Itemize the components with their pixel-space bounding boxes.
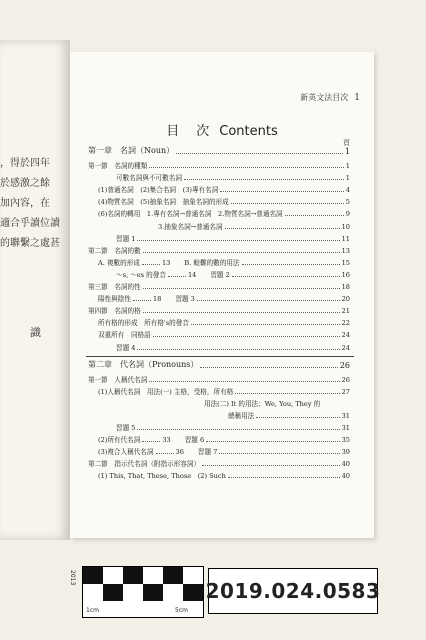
ruler-side-label: 2013 [69, 570, 76, 586]
toc-entry-label: B. 較難的數的用法 [184, 258, 240, 267]
toc-entry-label: 陽性與陰性 [98, 295, 131, 304]
dot-leader [168, 276, 186, 277]
toc-entry-page: 14 [187, 270, 197, 279]
toc-entry-page: 31 [341, 424, 350, 432]
toc-entry-page: 40 [341, 460, 350, 469]
toc-entry-page: 1 [344, 147, 350, 156]
toc-entry-label: 双重所有 同格語 [98, 331, 151, 340]
toc-entry-page: 31 [341, 411, 350, 420]
dot-leader [143, 252, 340, 253]
toc-row[interactable] [88, 421, 350, 432]
toc-row[interactable] [88, 256, 350, 267]
toc-row[interactable] [88, 409, 350, 420]
dot-leader [149, 381, 339, 382]
toc-entry-page: 39 [341, 448, 350, 457]
dot-leader [206, 441, 339, 442]
toc-entry-label: (4)物質名詞 (5)抽象名詞 抽象名詞的形成 [98, 198, 229, 207]
toc-entry-label: 3.抽象名詞→普通名詞 [158, 222, 223, 231]
ruler-right-label: 5cm [175, 607, 188, 614]
dot-leader [149, 167, 343, 168]
toc-row[interactable] [88, 469, 350, 480]
toc-row[interactable] [88, 433, 350, 444]
title-zh: 目 次 [166, 124, 212, 139]
toc-entry-page: 18 [341, 283, 350, 291]
toc-entry-label: 第四節 名詞的格 [88, 307, 141, 316]
toc-entry-label: 第一節 名詞的種類 [88, 162, 148, 170]
left-page-text-line: 於感激之餘 [0, 178, 50, 189]
toc-row[interactable] [88, 183, 350, 194]
toc-row[interactable] [88, 457, 350, 468]
toc-row[interactable] [88, 232, 350, 243]
ruler-square [163, 567, 183, 584]
toc-entry-page: 13 [161, 258, 171, 267]
dot-leader [137, 240, 339, 241]
title-en: Contents [219, 124, 278, 139]
toc-entry-label: 第一章 名詞（Noun） [88, 146, 175, 155]
toc-entry-label: 習題 7 [197, 448, 218, 457]
toc-entry-page: 16 [341, 270, 350, 279]
toc-entry-page: 20 [341, 295, 350, 304]
toc-entry-page: 5 [345, 198, 350, 207]
toc-entry-label: 用法(二) It 的用法；We, You, They 的 [204, 399, 321, 408]
toc-row[interactable] [88, 268, 350, 279]
toc-entry-page: 11 [341, 234, 350, 243]
ruler-square [83, 567, 103, 584]
toc-entry-label: 可數名詞與不可數名詞 [116, 174, 182, 183]
dot-leader [219, 453, 339, 454]
dot-leader [242, 264, 340, 265]
dot-leader [200, 367, 337, 368]
toc-entry-label: 第一節 人稱代名詞 [88, 375, 148, 384]
toc-row[interactable] [88, 159, 350, 170]
toc-entry-page: 13 [341, 246, 350, 255]
toc-row[interactable] [88, 397, 350, 408]
toc-entry-page: 33 [162, 436, 171, 445]
left-facing-page [0, 40, 70, 540]
contents-page [70, 52, 374, 538]
toc-entry-label: A. 複數的形成 [98, 258, 140, 267]
toc-entry-label: 習題 4 [116, 343, 136, 352]
toc-entry-label: (1) This, That, These, Those (2) Such [98, 472, 226, 481]
toc-entry-label: 第二節 名詞的數 [88, 246, 141, 255]
toc-row[interactable] [88, 445, 350, 456]
running-header [300, 92, 360, 103]
ruler-square [103, 584, 123, 601]
header-page-number: 1 [354, 93, 360, 103]
dot-leader [137, 429, 339, 430]
chapter-divider [86, 356, 354, 357]
toc-entry-label: 習題 1 [116, 234, 136, 243]
toc-row[interactable] [88, 341, 350, 352]
toc-entry-label: 第三節 名詞的性 [88, 283, 141, 291]
toc-entry-page: 26 [339, 360, 350, 370]
toc-entry-page: 9 [345, 210, 350, 219]
accession-number-label: 2019.024.0583 [208, 568, 378, 614]
toc-entry-page: 1 [345, 162, 350, 170]
toc-row[interactable] [88, 220, 350, 231]
left-page-text-line: 加內容，在 [0, 198, 50, 209]
toc-entry-page: 35 [341, 436, 350, 445]
toc-row[interactable] [88, 244, 350, 255]
dot-leader [133, 300, 151, 301]
dot-leader [142, 441, 160, 442]
toc-entry-label: 第二章 代名詞（Pronouns） [88, 359, 199, 369]
toc-entry-label: (2)所有代名詞 [98, 436, 141, 445]
toc-entry-label: 習題 3 [175, 295, 195, 304]
left-page-mark: 識 [30, 326, 41, 339]
ruler-square [143, 584, 163, 601]
left-page-text-line: 適合乎讀位讀 [0, 218, 60, 229]
toc-entry-label: (3)複合人稱代名詞 [98, 448, 154, 457]
toc-entry-page: 21 [341, 307, 350, 316]
dot-leader [143, 312, 340, 313]
dot-leader [184, 179, 344, 180]
toc-entry-page: 18 [152, 295, 162, 304]
toc-entry-page: 36 [175, 448, 184, 457]
toc-entry-label: (6)名詞的轉用 1.專有名詞→普通名詞 2.物質名詞→普通名詞 [98, 210, 283, 219]
dot-leader [225, 228, 340, 229]
left-page-text-line: 的聯繫之處甚 [0, 238, 60, 249]
dot-leader [285, 215, 344, 216]
dot-leader [220, 191, 343, 192]
toc-chapter-row[interactable] [88, 359, 350, 370]
ruler-left-label: 1cm [86, 607, 99, 614]
toc-row[interactable] [88, 207, 350, 218]
toc-entry-label: 總稱用法 [228, 411, 255, 420]
toc-row[interactable] [88, 292, 350, 303]
left-page-text-line: ，得於四年 [0, 158, 50, 169]
toc-entry-page: 24 [341, 331, 350, 340]
dot-leader [232, 276, 340, 277]
dot-leader [197, 300, 340, 301]
toc-entry-page: 40 [341, 472, 350, 481]
dot-leader [176, 153, 343, 154]
dot-leader [231, 203, 344, 204]
toc-entry-label: (1)普通名詞 (2)集合名詞 (3)專有名詞 [98, 186, 219, 195]
header-title: 新英文法目次 [300, 93, 349, 102]
page-title [70, 120, 374, 139]
toc-row[interactable] [88, 385, 350, 396]
dot-leader [256, 417, 339, 418]
dot-leader [156, 453, 174, 454]
toc-entry-page: 26 [341, 375, 350, 384]
toc-entry-label: 第二節 指示代名詞（附指示形容詞） [88, 460, 201, 469]
toc-row[interactable] [88, 304, 350, 315]
toc-entry-label: (1)人稱代名詞 用法(一) 主格，受格，所有格 [98, 387, 234, 396]
toc-row[interactable] [88, 195, 350, 206]
toc-entry-label: 習題 5 [116, 424, 136, 432]
toc-entry-label: ～s, ～es 的發音 [116, 270, 166, 279]
toc-row[interactable] [88, 373, 350, 384]
dot-leader [142, 264, 160, 265]
dot-leader [143, 288, 340, 289]
page-column-label: 頁 [343, 139, 350, 147]
toc-chapter-row[interactable] [88, 145, 350, 156]
toc-entry-page: 15 [341, 258, 350, 267]
toc-entry-label: 所有格的形成 所有格's的發音 [98, 319, 189, 328]
toc-entry-page: 10 [341, 222, 350, 231]
toc-entry-page: 24 [341, 343, 350, 352]
toc-entry-page: 27 [341, 387, 350, 396]
dot-leader [191, 324, 340, 325]
color-scale-ruler [82, 566, 204, 618]
toc-entry-label: 習題 2 [210, 270, 230, 279]
ruler-square [183, 584, 203, 601]
dot-leader [137, 349, 339, 350]
toc-entry-page: 1 [345, 174, 350, 183]
dot-leader [202, 465, 340, 466]
toc-entry-label: 習題 6 [184, 436, 205, 445]
dot-leader [235, 393, 339, 394]
toc-row[interactable] [88, 316, 350, 327]
toc-row[interactable] [88, 280, 350, 291]
toc-row[interactable] [88, 171, 350, 182]
toc-entry-page: 4 [345, 186, 350, 195]
ruler-square [123, 567, 143, 584]
toc-entry-page: 22 [341, 319, 350, 328]
dot-leader [153, 336, 340, 337]
dot-leader [228, 477, 340, 478]
toc-row[interactable] [88, 328, 350, 339]
